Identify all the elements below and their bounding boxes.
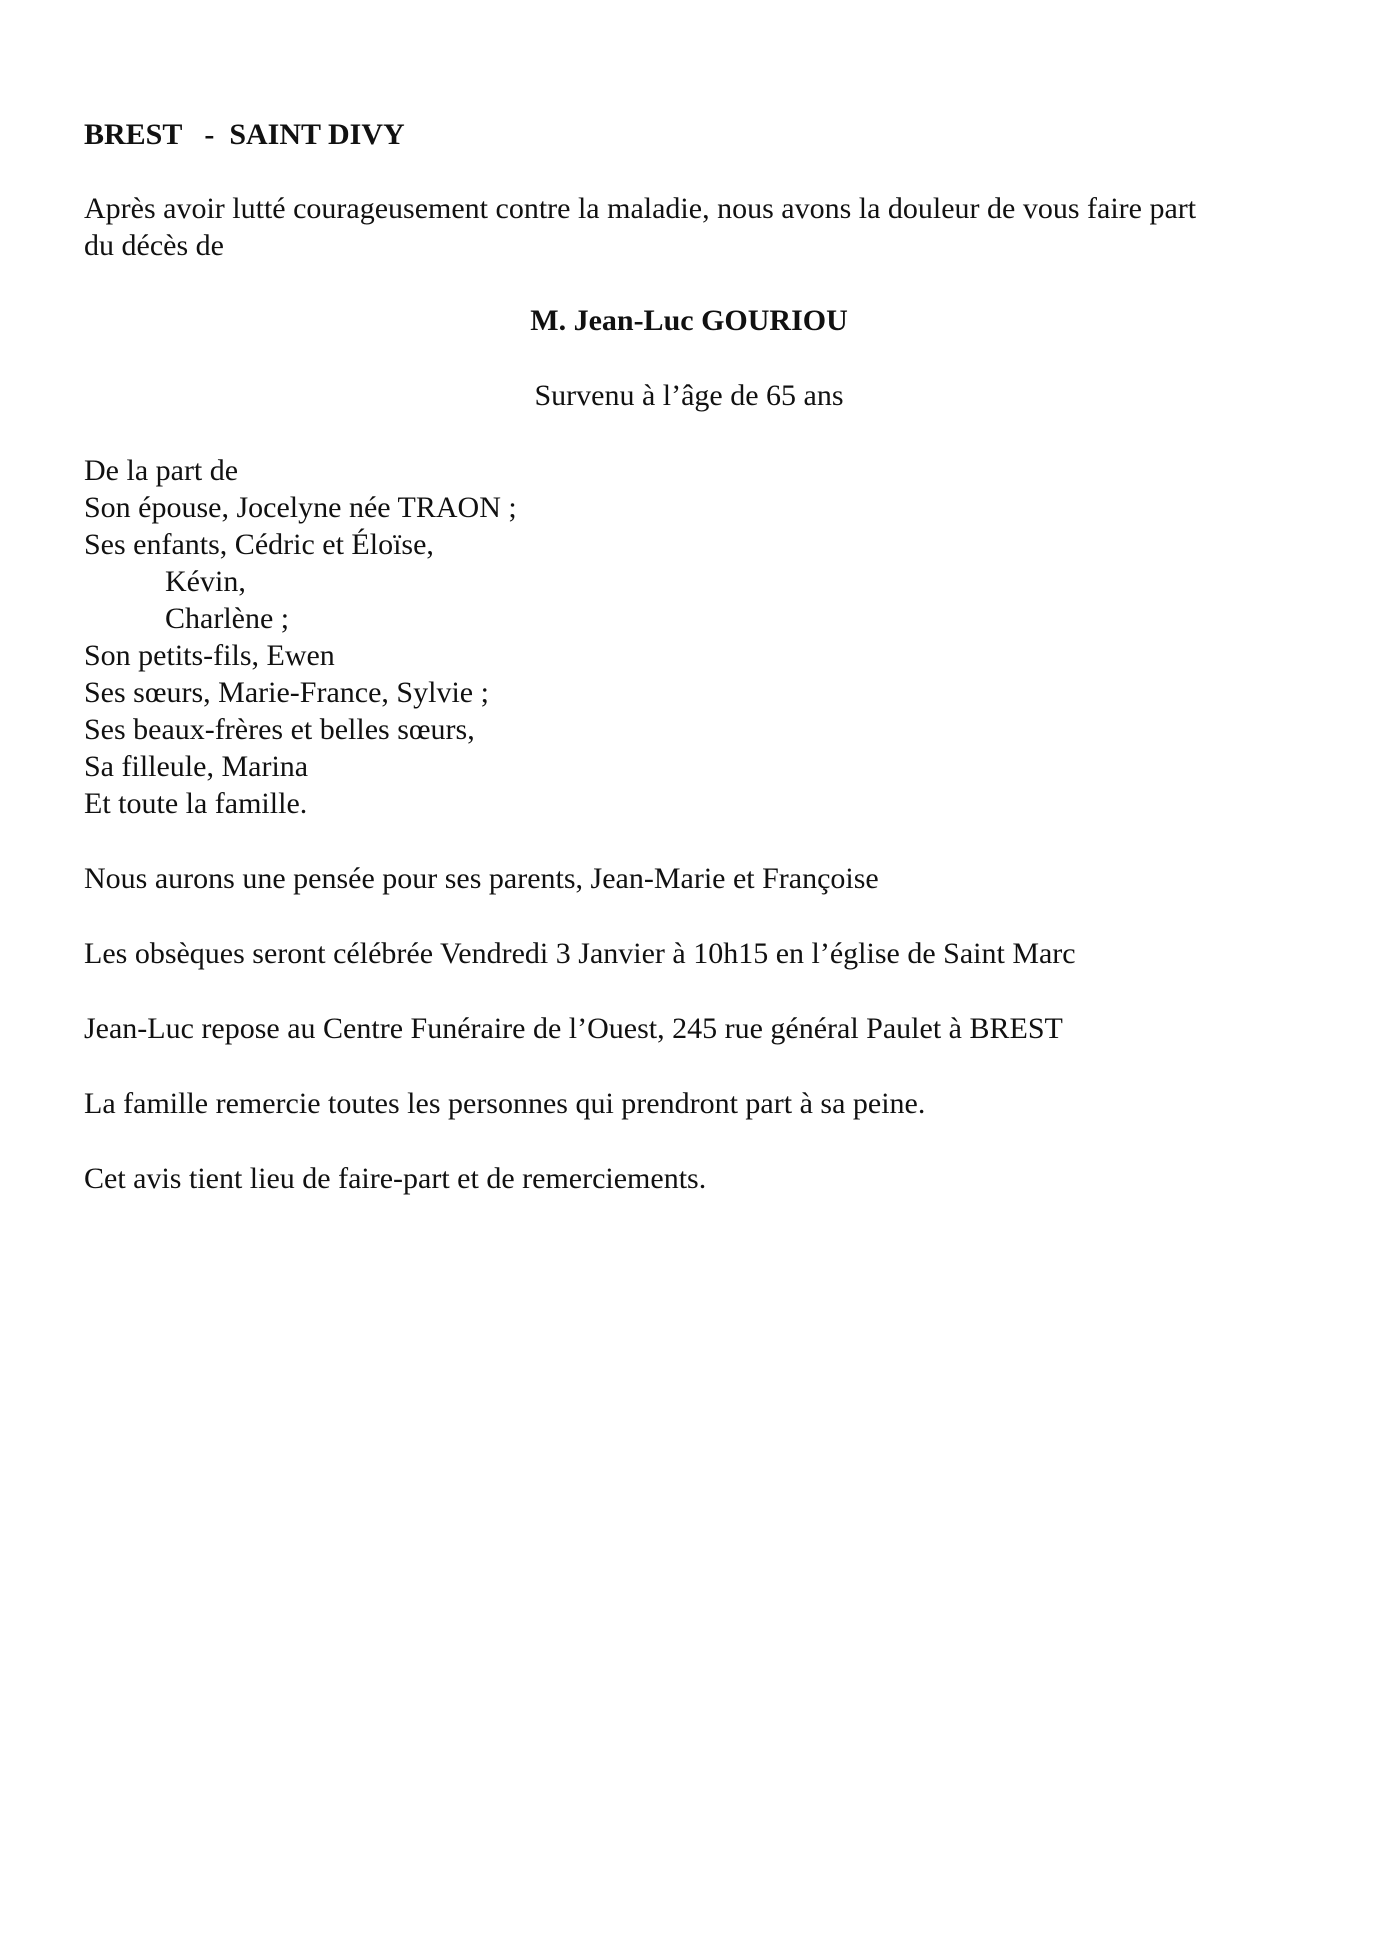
family-line: Et toute la famille. [84, 787, 308, 820]
family-line: Charlène ; [165, 602, 290, 635]
family-line: Sa filleule, Marina [84, 750, 309, 783]
family-line: Kévin, [165, 565, 246, 598]
family-line: Son épouse, Jocelyne née TRAON ; [84, 491, 517, 524]
family-intro: De la part de [84, 454, 239, 487]
obituary-page [84, 0, 1304, 1949]
age-line: Survenu à l’âge de 65 ans [534, 379, 844, 412]
funeral-paragraph: Les obsèques seront célébrée Vendredi 3 Janvier à 10h15 en l’église de Saint Marc [84, 937, 1076, 970]
family-line: Ses sœurs, Marie-France, Sylvie ; [84, 676, 489, 709]
family-line: Son petits-fils, Ewen [84, 639, 335, 672]
deceased-name: M. Jean-Luc GOURIOU [530, 304, 848, 337]
rest-paragraph: Jean-Luc repose au Centre Funéraire de l’Ouest, 245 rue général Paulet à BREST [84, 1012, 1063, 1045]
intro-line-1: Après avoir lutté courageusement contre la maladie, nous avons la douleur de vous faire part [84, 192, 1197, 225]
family-line: Ses beaux-frères et belles sœurs, [84, 713, 475, 746]
thanks-paragraph: La famille remercie toutes les personnes qui prendront part à sa peine. [84, 1087, 926, 1120]
location-heading: BREST - SAINT DIVY [84, 118, 405, 151]
notice-paragraph: Cet avis tient lieu de faire-part et de remerciements. [84, 1162, 707, 1195]
parents-paragraph: Nous aurons une pensée pour ses parents, Jean-Marie et Françoise [84, 862, 879, 895]
family-line: Ses enfants, Cédric et Éloïse, [84, 528, 434, 561]
intro-line-2: du décès de [84, 229, 224, 262]
